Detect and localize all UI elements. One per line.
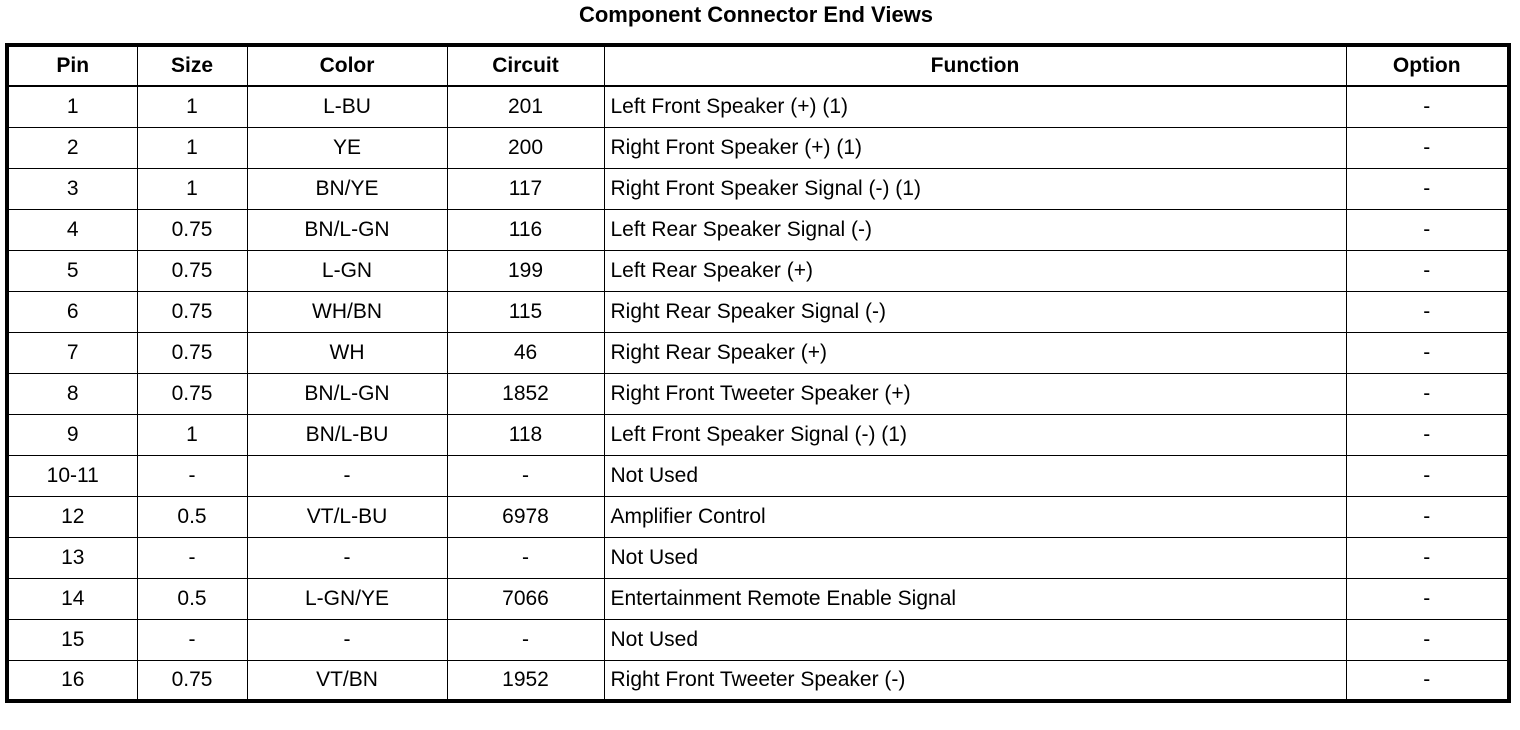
cell-color: L-GN bbox=[247, 250, 447, 291]
table-row bbox=[7, 86, 1509, 127]
cell-circuit: 199 bbox=[447, 250, 604, 291]
cell-pin: 10-11 bbox=[7, 455, 137, 496]
cell-color: L-GN/YE bbox=[247, 578, 447, 619]
cell-color: YE bbox=[247, 127, 447, 168]
cell-function: Right Front Tweeter Speaker (+) bbox=[604, 373, 1346, 414]
cell-size: - bbox=[137, 537, 247, 578]
cell-size: 0.75 bbox=[137, 332, 247, 373]
header-pin: Pin bbox=[7, 45, 137, 86]
table-row bbox=[7, 373, 1509, 414]
cell-color: - bbox=[247, 619, 447, 660]
cell-option: - bbox=[1346, 537, 1509, 578]
cell-color: WH bbox=[247, 332, 447, 373]
cell-circuit: 201 bbox=[447, 86, 604, 127]
cell-option: - bbox=[1346, 373, 1509, 414]
cell-pin: 7 bbox=[7, 332, 137, 373]
cell-pin: 6 bbox=[7, 291, 137, 332]
cell-option: - bbox=[1346, 168, 1509, 209]
cell-circuit: 117 bbox=[447, 168, 604, 209]
cell-option: - bbox=[1346, 291, 1509, 332]
header-row bbox=[7, 45, 1509, 86]
cell-circuit: 7066 bbox=[447, 578, 604, 619]
cell-function: Right Rear Speaker Signal (-) bbox=[604, 291, 1346, 332]
cell-pin: 2 bbox=[7, 127, 137, 168]
cell-function: Amplifier Control bbox=[604, 496, 1346, 537]
cell-function: Right Front Tweeter Speaker (-) bbox=[604, 660, 1346, 701]
cell-option: - bbox=[1346, 209, 1509, 250]
header-function: Function bbox=[604, 45, 1346, 86]
cell-size: - bbox=[137, 455, 247, 496]
cell-pin: 4 bbox=[7, 209, 137, 250]
cell-color: - bbox=[247, 455, 447, 496]
cell-circuit: 115 bbox=[447, 291, 604, 332]
page-title: Component Connector End Views bbox=[578, 2, 934, 27]
cell-color: L-BU bbox=[247, 86, 447, 127]
cell-color: WH/BN bbox=[247, 291, 447, 332]
cell-size: 0.75 bbox=[137, 373, 247, 414]
cell-size: - bbox=[137, 619, 247, 660]
cell-function: Not Used bbox=[604, 619, 1346, 660]
cell-color: BN/L-GN bbox=[247, 209, 447, 250]
table-row bbox=[7, 537, 1509, 578]
header-size: Size bbox=[137, 45, 247, 86]
cell-pin: 14 bbox=[7, 578, 137, 619]
cell-circuit: - bbox=[447, 455, 604, 496]
cell-color: BN/L-GN bbox=[247, 373, 447, 414]
cell-circuit: - bbox=[447, 619, 604, 660]
table-body bbox=[7, 86, 1509, 701]
cell-function: Not Used bbox=[604, 455, 1346, 496]
table-row bbox=[7, 332, 1509, 373]
cell-size: 0.75 bbox=[137, 291, 247, 332]
cell-pin: 3 bbox=[7, 168, 137, 209]
table-row bbox=[7, 414, 1509, 455]
cell-function: Left Front Speaker Signal (-) (1) bbox=[604, 414, 1346, 455]
cell-option: - bbox=[1346, 660, 1509, 701]
cell-function: Not Used bbox=[604, 537, 1346, 578]
cell-option: - bbox=[1346, 578, 1509, 619]
cell-circuit: 116 bbox=[447, 209, 604, 250]
cell-option: - bbox=[1346, 414, 1509, 455]
header-circuit: Circuit bbox=[447, 45, 604, 86]
table-row bbox=[7, 455, 1509, 496]
cell-function: Left Front Speaker (+) (1) bbox=[604, 86, 1346, 127]
cell-circuit: 6978 bbox=[447, 496, 604, 537]
connector-pin-table bbox=[5, 43, 1511, 703]
cell-option: - bbox=[1346, 332, 1509, 373]
cell-function: Right Rear Speaker (+) bbox=[604, 332, 1346, 373]
cell-pin: 8 bbox=[7, 373, 137, 414]
cell-circuit: - bbox=[447, 537, 604, 578]
cell-circuit: 1852 bbox=[447, 373, 604, 414]
cell-option: - bbox=[1346, 455, 1509, 496]
cell-color: - bbox=[247, 537, 447, 578]
table-row bbox=[7, 127, 1509, 168]
cell-option: - bbox=[1346, 496, 1509, 537]
table-row bbox=[7, 660, 1509, 701]
header-option: Option bbox=[1346, 45, 1509, 86]
cell-size: 0.75 bbox=[137, 250, 247, 291]
cell-option: - bbox=[1346, 250, 1509, 291]
header-color: Color bbox=[247, 45, 447, 86]
cell-option: - bbox=[1346, 86, 1509, 127]
cell-color: VT/BN bbox=[247, 660, 447, 701]
cell-size: 1 bbox=[137, 127, 247, 168]
cell-size: 1 bbox=[137, 86, 247, 127]
table-row bbox=[7, 291, 1509, 332]
cell-function: Right Front Speaker (+) (1) bbox=[604, 127, 1346, 168]
cell-function: Right Front Speaker Signal (-) (1) bbox=[604, 168, 1346, 209]
cell-color: VT/L-BU bbox=[247, 496, 447, 537]
cell-function: Entertainment Remote Enable Signal bbox=[604, 578, 1346, 619]
cell-option: - bbox=[1346, 619, 1509, 660]
cell-pin: 13 bbox=[7, 537, 137, 578]
cell-size: 0.5 bbox=[137, 496, 247, 537]
cell-circuit: 1952 bbox=[447, 660, 604, 701]
cell-size: 1 bbox=[137, 414, 247, 455]
cell-size: 1 bbox=[137, 168, 247, 209]
cell-pin: 15 bbox=[7, 619, 137, 660]
cell-pin: 9 bbox=[7, 414, 137, 455]
table-row bbox=[7, 578, 1509, 619]
cell-color: BN/YE bbox=[247, 168, 447, 209]
cell-function: Left Rear Speaker Signal (-) bbox=[604, 209, 1346, 250]
cell-size: 0.75 bbox=[137, 660, 247, 701]
cell-size: 0.5 bbox=[137, 578, 247, 619]
table-row bbox=[7, 496, 1509, 537]
cell-function: Left Rear Speaker (+) bbox=[604, 250, 1346, 291]
table-row bbox=[7, 619, 1509, 660]
cell-pin: 1 bbox=[7, 86, 137, 127]
cell-pin: 5 bbox=[7, 250, 137, 291]
cell-option: - bbox=[1346, 127, 1509, 168]
table-row bbox=[7, 168, 1509, 209]
cell-color: BN/L-BU bbox=[247, 414, 447, 455]
table-row bbox=[7, 209, 1509, 250]
cell-size: 0.75 bbox=[137, 209, 247, 250]
cell-circuit: 46 bbox=[447, 332, 604, 373]
cell-pin: 16 bbox=[7, 660, 137, 701]
cell-pin: 12 bbox=[7, 496, 137, 537]
table-row bbox=[7, 250, 1509, 291]
cell-circuit: 200 bbox=[447, 127, 604, 168]
cell-circuit: 118 bbox=[447, 414, 604, 455]
